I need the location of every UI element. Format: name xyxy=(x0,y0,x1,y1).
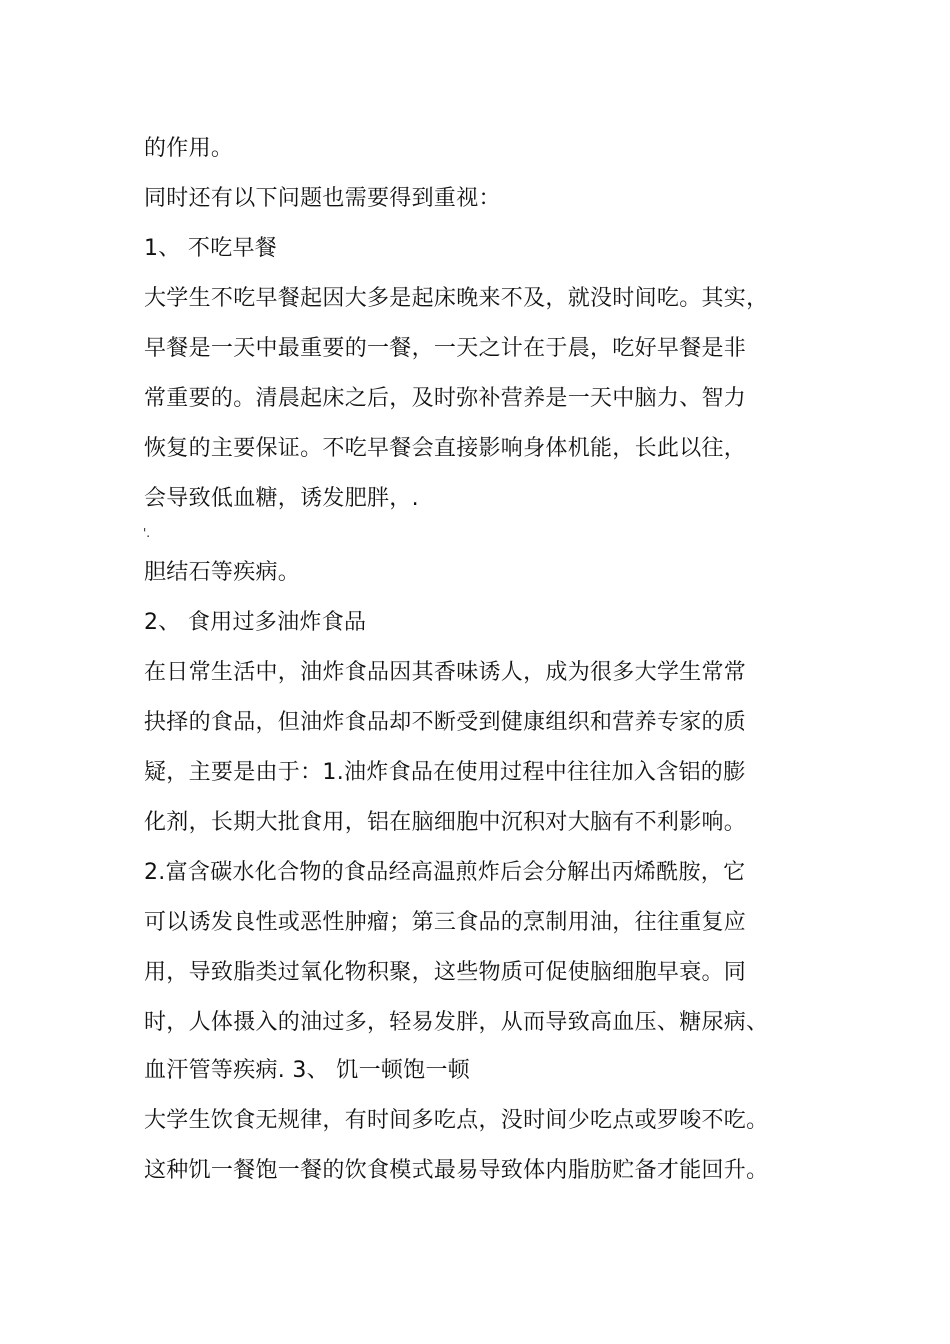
text-line: 胆结石等疾病。 xyxy=(144,560,301,585)
text-line: 血汗管等疾病. 3、 饥一顿饱一顿 xyxy=(144,1058,471,1083)
text-line: 这种饥一餐饱一餐的饮食模式最易导致体内脂肪贮备才能回升。 xyxy=(144,1158,769,1183)
section-heading: 1、 不吃早餐 xyxy=(144,236,278,261)
text-line: 化剂，长期大批食用，铝在脑细胞中沉积对大脑有不利影响。 xyxy=(144,810,747,835)
text-line: 抉择的食品，但油炸食品却不断受到健康组织和营养专家的质 xyxy=(144,710,747,735)
text-line: 同时还有以下问题也需要得到重视： xyxy=(144,186,501,211)
text-line: 早餐是一天中最重要的一餐，一天之计在于晨，吃好早餐是非 xyxy=(144,336,747,361)
text-line: 常重要的。清晨起床之后，及时弥补营养是一天中脑力、智力 xyxy=(144,386,747,411)
section-heading: 2、 食用过多油炸食品 xyxy=(144,610,367,635)
stray-mark: '. xyxy=(143,526,151,540)
text-line: 会导致低血糖，诱发肥胖，. xyxy=(144,486,419,511)
text-line: 疑，主要是由于：1.油炸食品在使用过程中往往加入含铝的膨 xyxy=(144,760,746,785)
text-line: 的作用。 xyxy=(144,136,234,161)
text-line: 在日常生活中，油炸食品因其香味诱人，成为很多大学生常常 xyxy=(144,660,747,685)
text-line: 可以诱发良性或恶性肿瘤；第三食品的烹制用油，往往重复应 xyxy=(144,910,747,935)
text-line: 大学生不吃早餐起因大多是起床晚来不及，就没时间吃。其实， xyxy=(144,286,769,311)
text-line: 恢复的主要保证。不吃早餐会直接影响身体机能，长此以往， xyxy=(144,436,747,461)
text-line: 时，人体摄入的油过多，轻易发胖，从而导致高血压、糖尿病、 xyxy=(144,1010,769,1035)
text-line: 用，导致脂类过氧化物积聚，这些物质可促使脑细胞早衰。同 xyxy=(144,960,747,985)
text-line: 大学生饮食无规律，有时间多吃点，没时间少吃点或罗唆不吃。 xyxy=(144,1108,769,1133)
text-line: 2.富含碳水化合物的食品经高温煎炸后会分解出丙烯酰胺，它 xyxy=(144,860,746,885)
